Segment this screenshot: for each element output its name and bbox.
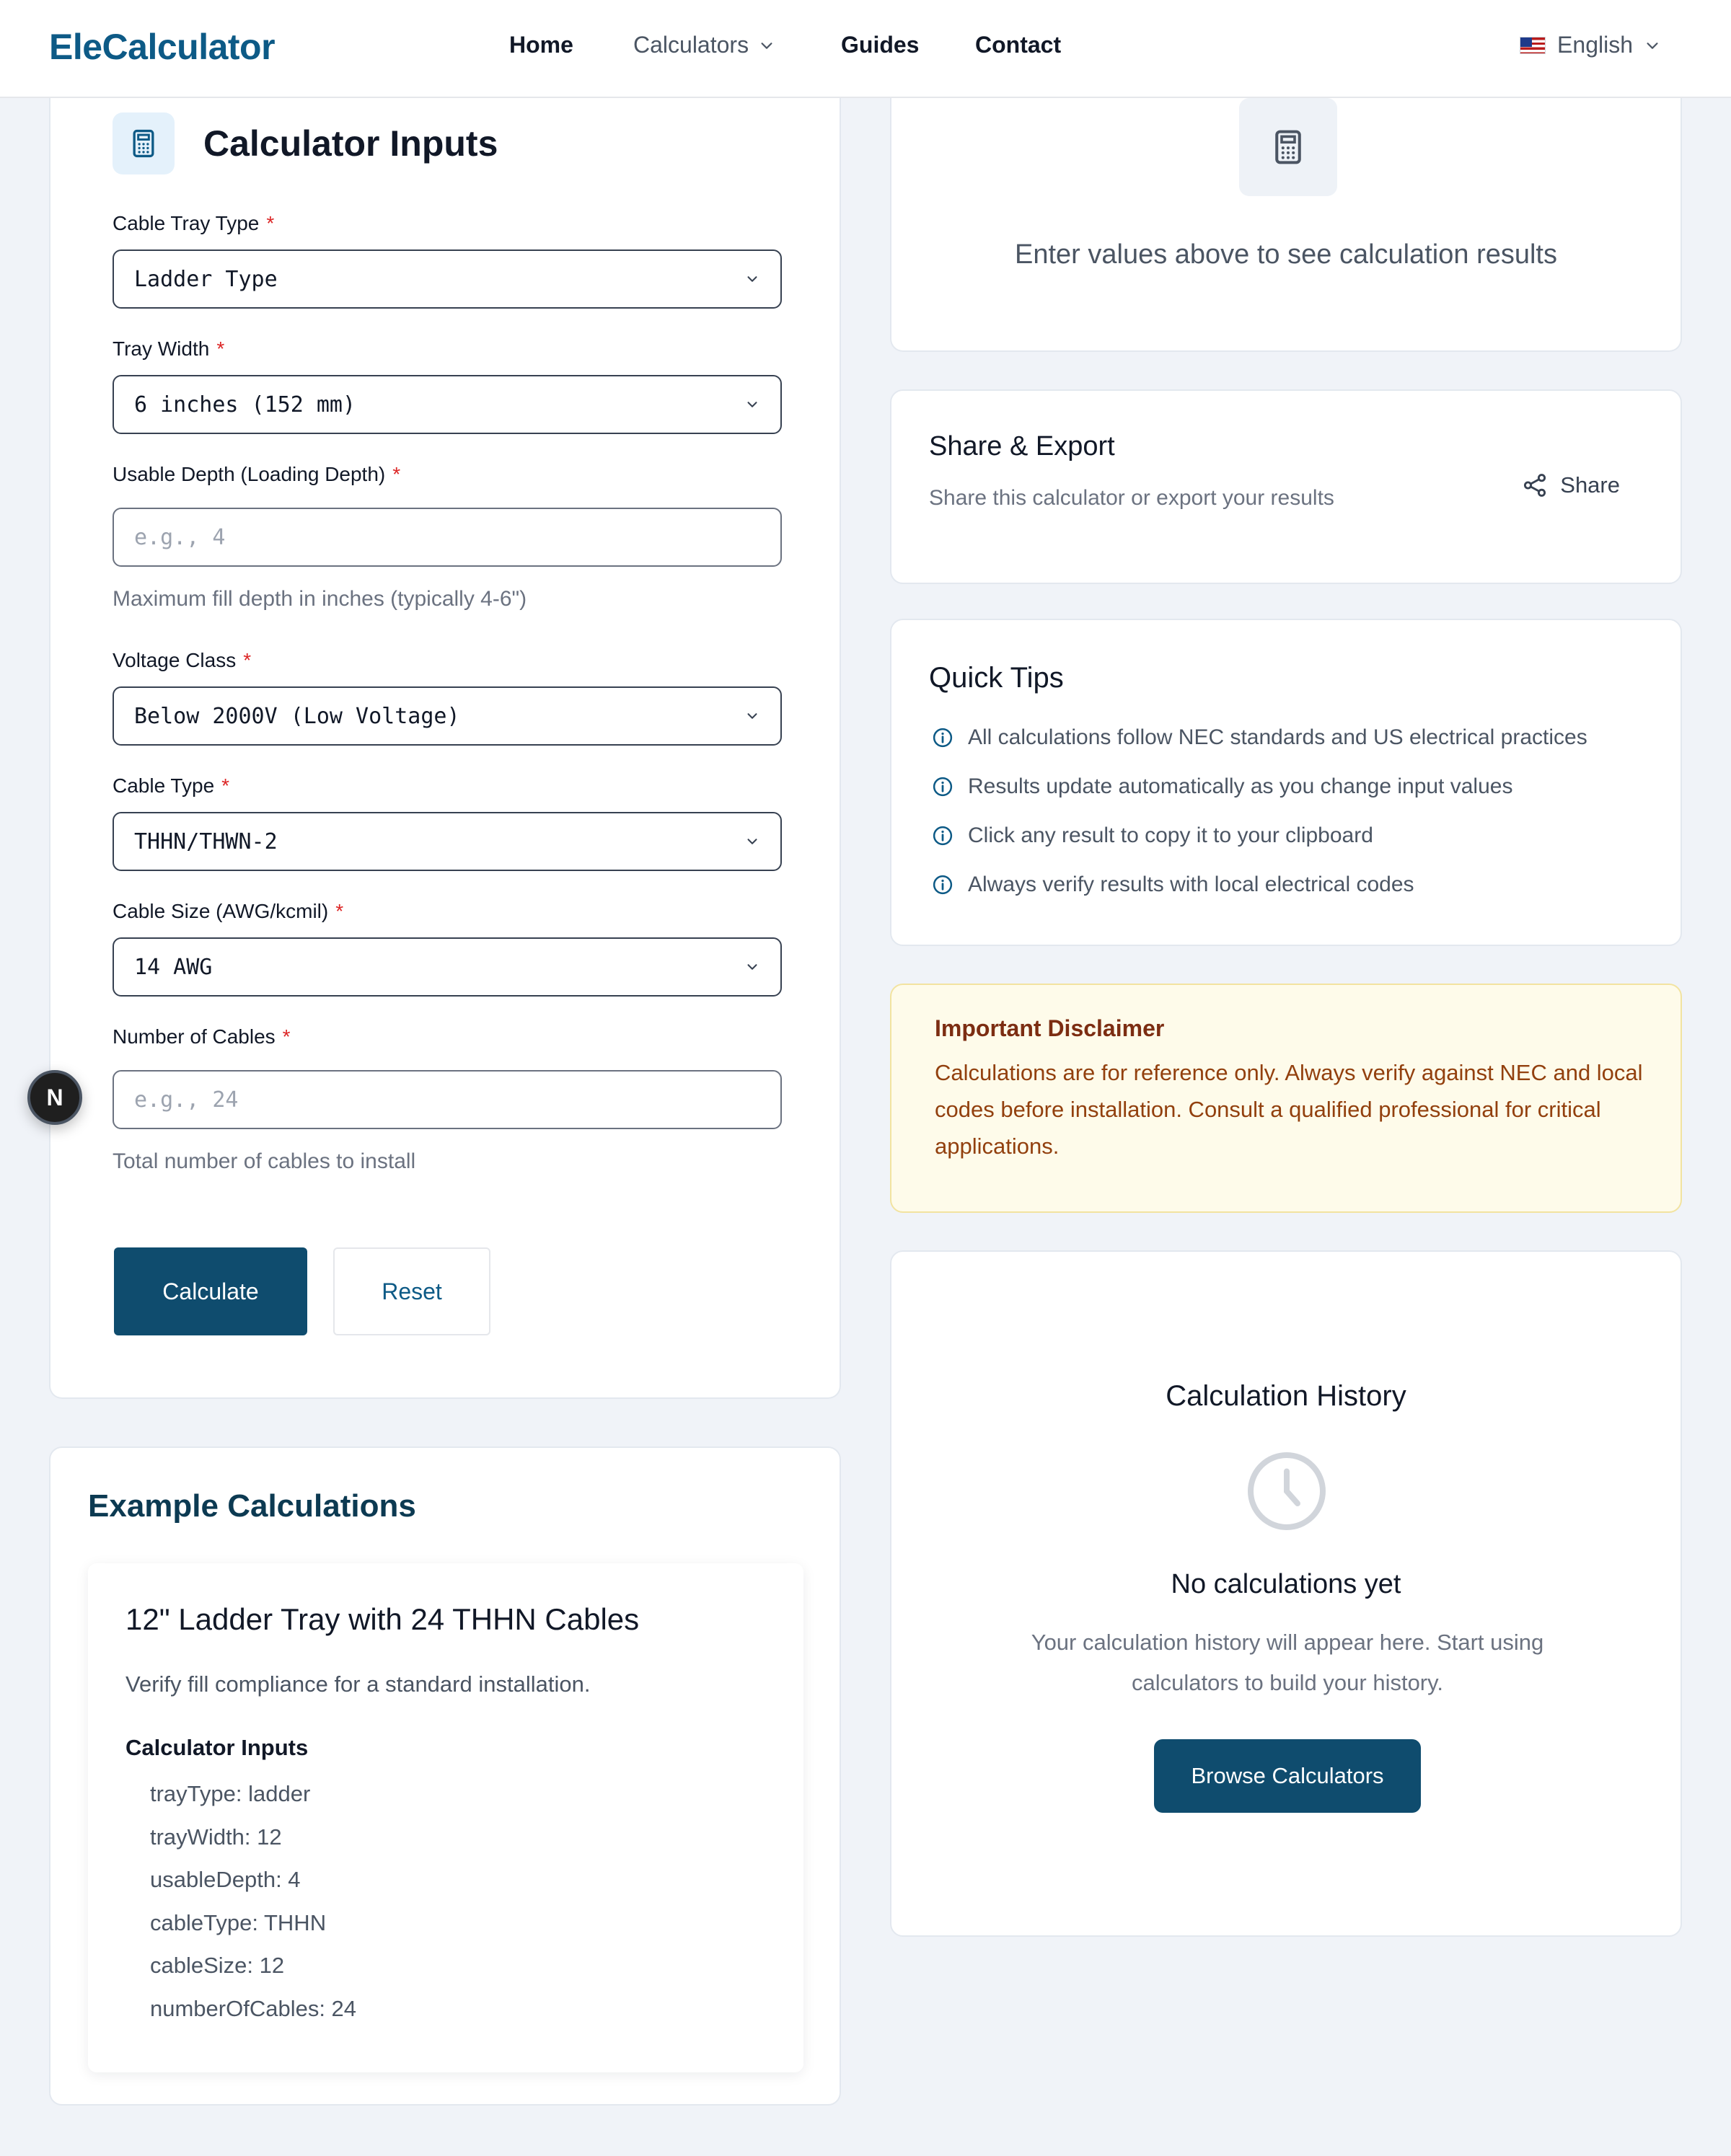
required-mark: * [282, 1025, 291, 1048]
reset-button[interactable]: Reset [333, 1247, 490, 1335]
usable-depth-help: Maximum fill depth in inches (typically 4-6") [113, 587, 527, 611]
nav-home[interactable] [509, 32, 573, 58]
list-item: cableType: THHN [150, 1909, 327, 1935]
info-icon [932, 776, 953, 798]
tip-text: Always verify results with local electrical codes [968, 872, 1414, 896]
example-inputs-heading: Calculator Inputs [125, 1735, 309, 1760]
floating-n-badge[interactable]: N [27, 1070, 82, 1125]
nav-guides-label: Guides [841, 32, 920, 58]
field-label [113, 337, 782, 361]
select-value: Below 2000V (Low Voltage) [134, 703, 460, 729]
field-number-of-cables [113, 1025, 782, 1174]
cable-tray-type-select[interactable] [113, 249, 782, 309]
brand-logo[interactable]: EleCalculator [49, 27, 276, 67]
input-placeholder: e.g., 24 [134, 1087, 239, 1113]
nav-guides[interactable] [841, 32, 919, 58]
results-card [890, 79, 1682, 352]
field-usable-depth [113, 463, 782, 611]
info-icon [932, 874, 953, 896]
cable-type-select[interactable] [113, 812, 782, 871]
field-label-text: Number of Cables [113, 1025, 276, 1048]
list-item: numberOfCables: 24 [150, 1995, 357, 2021]
example-name: 12" Ladder Tray with 24 THHN Cables [125, 1602, 640, 1636]
chevron-down-icon [744, 834, 760, 849]
tips-title: Quick Tips [929, 662, 1064, 694]
history-description: Your calculation history will appear here. Start using calculators to build your history. [1031, 1630, 1544, 1695]
quick-tips-card [890, 619, 1682, 946]
tip-item [932, 725, 1587, 750]
list-item: cableSize: 12 [150, 1953, 285, 1978]
clock-icon [1243, 1448, 1330, 1534]
field-label-text: Cable Tray Type [113, 212, 260, 234]
language-selector[interactable] [1520, 32, 1660, 58]
calculation-history-card [890, 1250, 1682, 1937]
nav-home-label: Home [509, 32, 573, 58]
tip-text: All calculations follow NEC standards and US electrical practices [968, 725, 1587, 749]
inputs-header [113, 112, 498, 174]
field-label-text: Usable Depth (Loading Depth) [113, 463, 386, 485]
chevron-down-icon [744, 959, 760, 975]
field-label-text: Voltage Class [113, 649, 237, 671]
field-cable-type [113, 774, 782, 871]
field-label [113, 212, 782, 235]
field-label [113, 1025, 782, 1048]
field-label-text: Cable Type [113, 774, 215, 797]
browse-calculators-button[interactable]: Browse Calculators [1154, 1739, 1421, 1813]
share-button[interactable] [1521, 472, 1620, 499]
required-mark: * [221, 774, 230, 797]
info-icon [932, 727, 953, 748]
chevron-down-icon [744, 708, 760, 724]
chevron-down-icon [744, 271, 760, 287]
nav-contact[interactable] [975, 32, 1061, 58]
share-title: Share & Export [929, 431, 1115, 461]
select-value: 14 AWG [134, 954, 213, 980]
share-export-card [890, 389, 1682, 584]
input-placeholder: e.g., 4 [134, 524, 226, 550]
nav-calculators-label: Calculators [633, 32, 749, 58]
inputs-title: Calculator Inputs [203, 123, 498, 164]
chevron-down-icon [759, 37, 775, 53]
tip-item [932, 774, 1512, 799]
list-item: trayType: ladder [150, 1781, 311, 1806]
tip-item [932, 823, 1373, 848]
tip-item [932, 872, 1414, 897]
required-mark: * [335, 900, 344, 922]
field-voltage-class [113, 649, 782, 746]
disclaimer-body: Calculations are for reference only. Always verify against NEC and local codes before installation. Consult a qualified professional for critical applications. [935, 1060, 1643, 1159]
list-item: trayWidth: 12 [150, 1824, 282, 1850]
usable-depth-input[interactable] [113, 508, 782, 567]
select-value: Ladder Type [134, 266, 278, 292]
calculator-icon [113, 112, 175, 174]
field-tray-width [113, 337, 782, 434]
number-of-cables-input[interactable] [113, 1070, 782, 1129]
calculate-button[interactable]: Calculate [114, 1247, 307, 1335]
field-label-text: Tray Width [113, 337, 210, 360]
us-flag-icon [1520, 37, 1546, 54]
disclaimer-title: Important Disclaimer [935, 1015, 1165, 1041]
results-placeholder: Enter values above to see calculation results [1015, 239, 1557, 270]
nav-calculators[interactable] [633, 32, 775, 58]
tip-text: Click any result to copy it to your clipboard [968, 823, 1373, 847]
list-item: usableDepth: 4 [150, 1867, 301, 1892]
share-icon [1521, 472, 1549, 499]
calculator-icon [1239, 98, 1337, 196]
tip-text: Results update automatically as you change input values [968, 774, 1513, 798]
share-subtitle: Share this calculator or export your results [929, 486, 1334, 510]
field-label [113, 463, 782, 486]
examples-title: Example Calculations [88, 1488, 416, 1524]
calculator-inputs-card [49, 79, 841, 1399]
chevron-down-icon [1644, 37, 1660, 53]
disclaimer-card [890, 984, 1682, 1213]
required-mark: * [216, 337, 225, 360]
cable-size-select[interactable] [113, 937, 782, 997]
number-of-cables-help: Total number of cables to install [113, 1149, 416, 1173]
field-label [113, 774, 782, 798]
example-item[interactable] [88, 1563, 803, 2072]
field-label-text: Cable Size (AWG/kcmil) [113, 900, 329, 922]
tray-width-select[interactable] [113, 375, 782, 434]
example-description: Verify fill compliance for a standard installation. [125, 1671, 591, 1697]
info-icon [932, 825, 953, 847]
required-mark: * [266, 212, 275, 234]
select-value: THHN/THWN-2 [134, 829, 278, 854]
select-value: 6 inches (152 mm) [134, 392, 356, 417]
field-label [113, 649, 782, 672]
example-calculations-card [49, 1446, 841, 2106]
field-label [113, 900, 782, 923]
share-button-label: Share [1560, 472, 1620, 498]
language-label: English [1557, 32, 1633, 58]
required-mark: * [243, 649, 252, 671]
history-title: Calculation History [1166, 1380, 1406, 1412]
top-nav [0, 0, 1731, 98]
history-empty-title: No calculations yet [1171, 1569, 1401, 1599]
required-mark: * [392, 463, 401, 485]
example-inputs-list [150, 1781, 356, 2038]
nav-contact-label: Contact [975, 32, 1062, 58]
field-cable-tray-type [113, 212, 782, 309]
voltage-class-select[interactable] [113, 686, 782, 746]
field-cable-size [113, 900, 782, 997]
chevron-down-icon [744, 397, 760, 412]
